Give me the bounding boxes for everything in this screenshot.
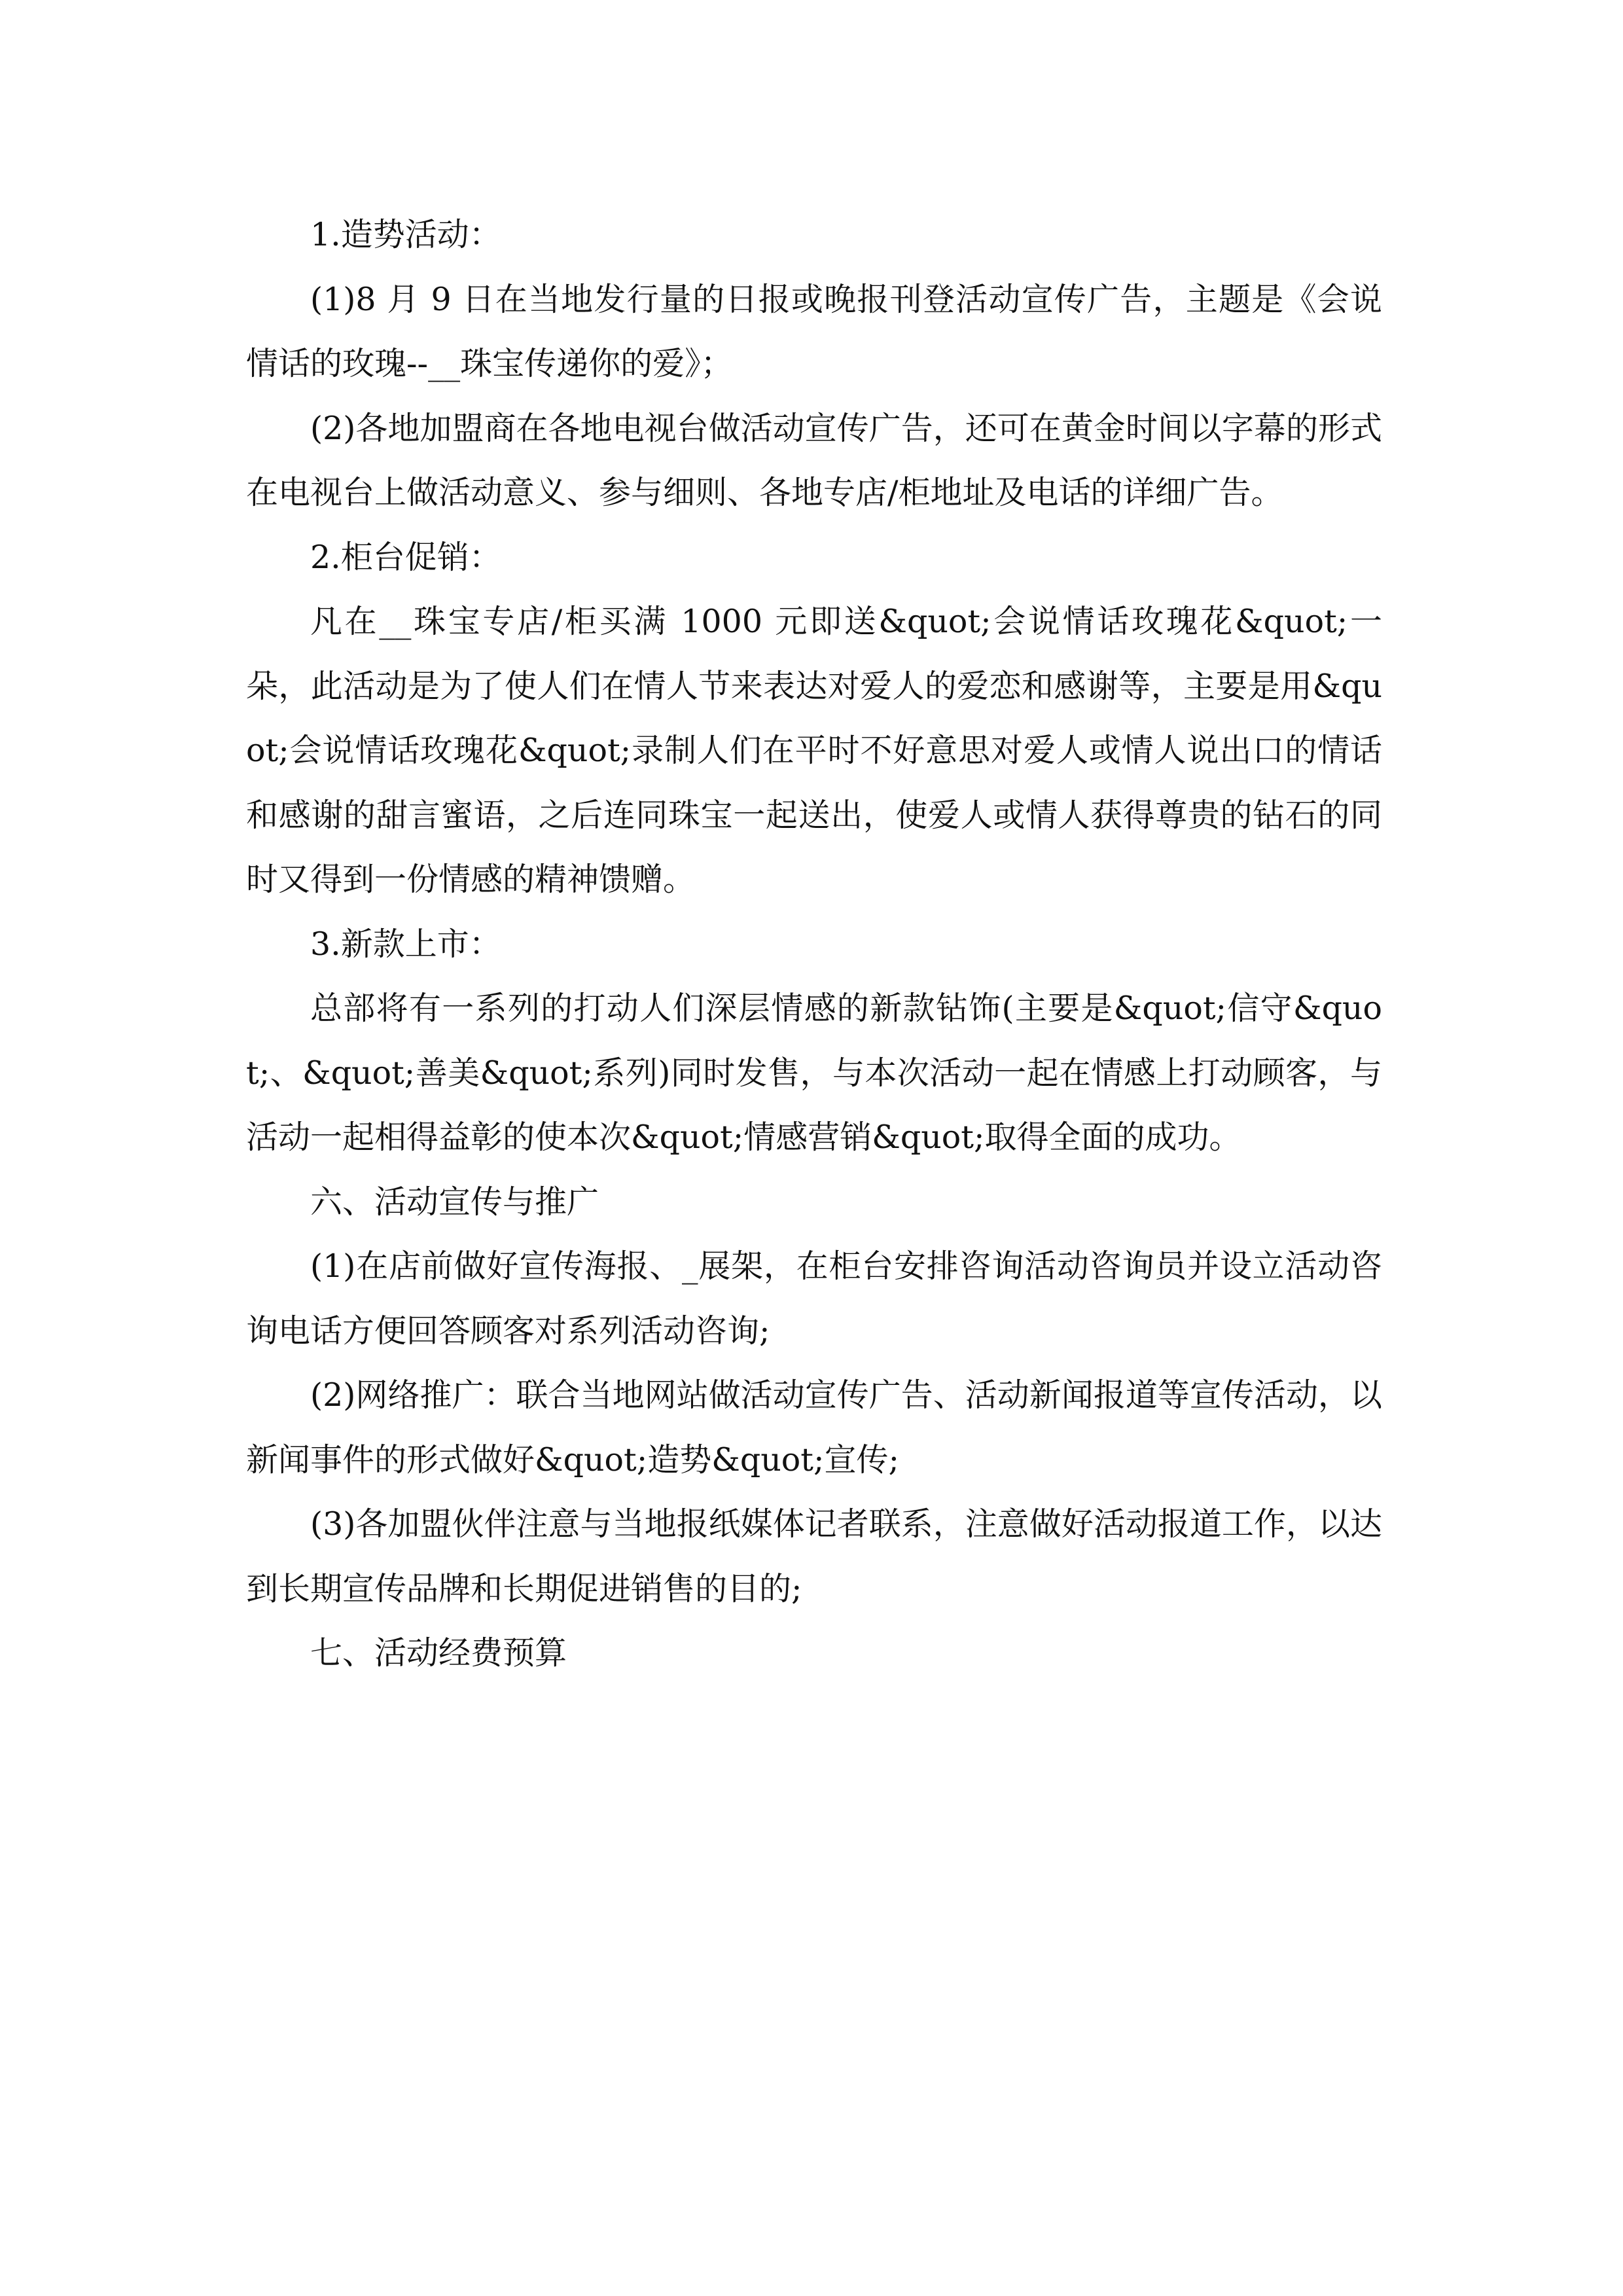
- paragraph-new-products: 总部将有一系列的打动人们深层情感的新款钻饰(主要是&quot;信守&quot;、&quot;善美&quot;系列)同时发售，与本次活动一起在情感上打动顾客，与活动一起相得益彰的使本次&quot;情感营销&quot;取得全面的成功。: [246, 990, 1382, 1156]
- paragraph-newspaper-ad: (1)8 月 9 日在当地发行量的日报或晚报刊登活动宣传广告，主题是《会说情话的玫瑰--__珠宝传递你的爱》；: [246, 280, 1382, 382]
- heading-momentum-activity: 1.造势活动：: [310, 216, 501, 253]
- paragraph-media-contact: (3)各加盟伙伴注意与当地报纸媒体记者联系，注意做好活动报道工作，以达到长期宣传品牌和长期促进销售的目的;: [246, 1505, 1382, 1607]
- heading-counter-promotion: 2.柜台促销：: [310, 538, 501, 576]
- heading-promotion-section: 六、活动宣传与推广: [310, 1183, 599, 1221]
- paragraph-online-promotion: (2)网络推广：联合当地网站做活动宣传广告、活动新闻报道等宣传活动，以新闻事件的形式做好&quot;造势&quot;宣传;: [246, 1376, 1382, 1479]
- paragraph-store-posters: (1)在店前做好宣传海报、_展架，在柜台安排咨询活动咨询员并设立活动咨询电话方便回答顾客对系列活动咨询;: [246, 1247, 1382, 1350]
- heading-budget-section: 七、活动经费预算: [310, 1634, 567, 1672]
- paragraph-counter-promotion: 凡在__珠宝专店/柜买满 1000 元即送&quot;会说情话玫瑰花&quot;一朵，此活动是为了使人们在情人节来表达对爱人的爱恋和感谢等，主要是用&quot;会说情话玫瑰花&quot;录制人们在平时不好意思对爱人或情人说出口的情话和感谢的甜言蜜语，之后连同珠宝一起送出，使爱人或情人获得尊贵的钻石的同时又得到一份情感的精神馈赠。: [246, 603, 1382, 898]
- heading-new-products: 3.新款上市：: [310, 925, 501, 963]
- paragraph-tv-ad: (2)各地加盟商在各地电视台做活动宣传广告，还可在黄金时间以字幕的形式在电视台上做活动意义、参与细则、各地专店/柜地址及电话的详细广告。: [246, 409, 1382, 511]
- document-page: [246, 203, 1382, 1686]
